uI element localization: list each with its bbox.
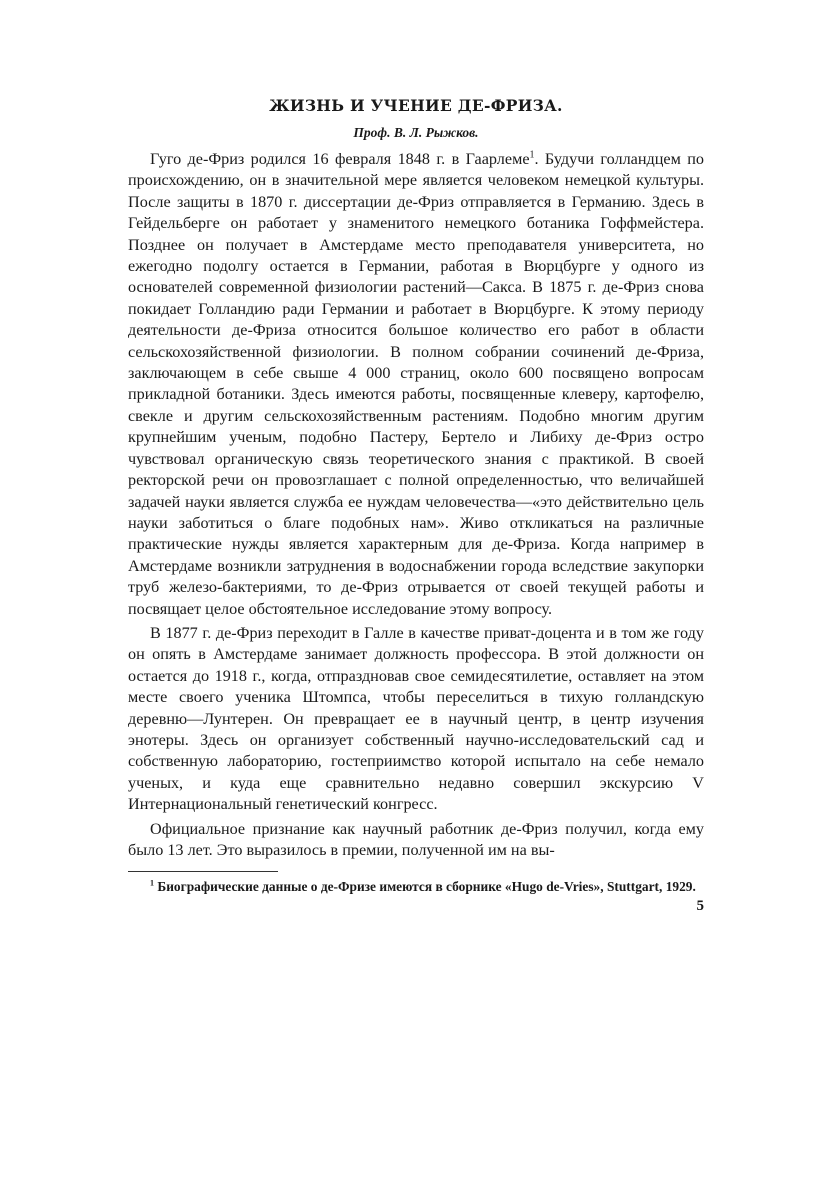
paragraph-2: В 1877 г. де-Фриз переходит в Галле в качестве приват-доцента и в том же году он опять в Амстердаме занимает должность профессора. В этой должности он остается до 1918 г., когда, отпраздновав свое семидесятилетие, оставляет на этом месте своего ученика Штомпса, чтобы переселиться в тихую голландскую деревню—Лунтерен. Он превращает ее в научный центр, в центр изучения энотеры. Здесь он организует собственный научно-исследовательский сад и собственную лабораторию, гостеприимство которой испытало на себе немало ученых, и куда еще сравнительно недавно совершил экскурсию V Интернациональный генетический конгресс. bbox=[128, 623, 704, 814]
paragraph-1-text: Гуго де-Фриз родился 16 февраля 1848 г. в Гаарлеме bbox=[150, 150, 530, 168]
page-number: 5 bbox=[696, 898, 704, 914]
footnote-marker: 1 bbox=[150, 878, 154, 888]
footnote-divider bbox=[128, 871, 278, 872]
footnote bbox=[128, 878, 704, 895]
footnote-text: Биографические данные о де-Фризе имеются в сборнике «Hugo de-Vries», Stuttgart, 1929. bbox=[157, 879, 696, 895]
article-title: ЖИЗНЬ И УЧЕНИЕ ДЕ-ФРИЗА. bbox=[269, 96, 563, 115]
article-body bbox=[128, 149, 704, 861]
paragraph-1 bbox=[128, 149, 704, 620]
document-page bbox=[128, 92, 704, 914]
paragraph-3: Официальное признание как научный работник де-Фриз получил, когда ему было 13 лет. Это выразилось в премии, полученной им на вы- bbox=[128, 819, 704, 859]
paragraph-1-text-continued: . Будучи голландцем по происхождению, он в значительной мере является человеком немецкой культуры. После защиты в 1870 г. диссертации де-Фриз отправляется в Германию. Здесь в Гейдельберге он работает у знаменитого немецкого ботаника Гоффмейстера. Позднее он получает в Амстердаме место преподавателя университета, но ежегодно подолгу остается в Германии, работая в Вюрцбурге у одного из основателей современной физиологии растений—Сакса. В 1875 г. де-Фриз снова покидает Голландию ради Германии и работает в Вюрцбурге. К этому периоду деятельности де-Фриза относится большое количество его работ в области сельскохозяйственной физиологии. В полном собрании сочинений де-Фриза, заключающем в себе свыше 4 000 страниц, около 600 посвящено вопросам прикладной ботаники. Здесь имеются работы, посвященные клеверу, картофелю, свекле и другим сельскохозяйственным растениям. Подобно многим другим крупнейшим ученым, подобно Пастеру, Бертело и Либиху де-Фриз остро чувствовал органическую связь теоретического знания с практикой. В своей ректорской речи он провозглашает с полной определенностью, что величайшей задачей науки является служба ее нуждам человечества—«это действительно цель науки заботиться о благе подобных нам». Живо откликаться на различные практические нужды является характерным для де-Фриза. Когда например в Амстердаме возникли затруднения в водоснабжении города вследствие закупорки труб железо-бактериями, то де-Фриз отрывается от своей текущей работы и посвящает целое обстоятельное исследование этому вопросу. bbox=[128, 150, 704, 618]
article-author: Проф. В. Л. Рыжков. bbox=[353, 125, 479, 140]
footnote-reference: 1 bbox=[529, 149, 535, 161]
